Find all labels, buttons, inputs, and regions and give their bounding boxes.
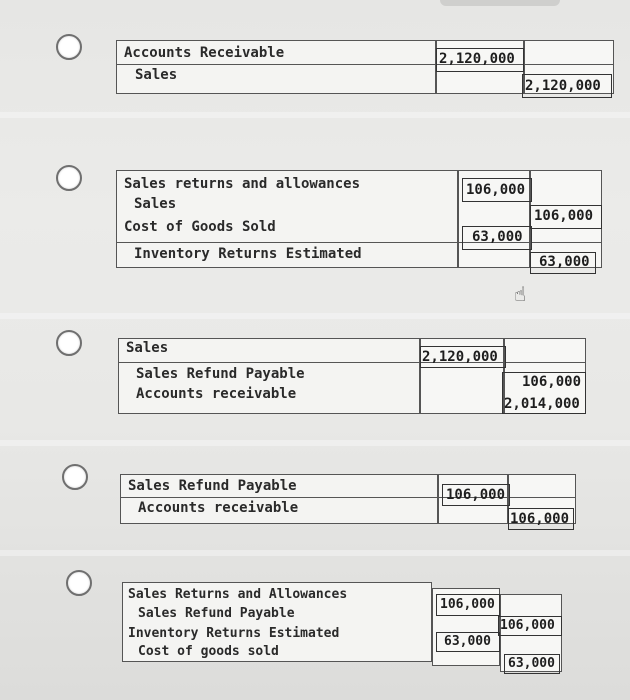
option-4-radio[interactable] [62, 464, 88, 490]
option-3-line-3-credit: 2,014,000 [504, 396, 580, 412]
option-3-line-2-credit: 106,000 [522, 374, 582, 390]
option-2-line-3-account: Cost of Goods Sold [124, 219, 276, 235]
option-2-line-1-debit: 106,000 [466, 182, 526, 198]
option-2-line-3-debit: 63,000 [472, 229, 523, 245]
option-3-line-2-account: Sales Refund Payable [136, 366, 305, 382]
option-5-radio[interactable] [66, 570, 92, 596]
top-edge-mark [440, 0, 560, 6]
option-1-line-2-account: Sales [135, 67, 178, 83]
option-2-line-2-credit: 106,000 [534, 208, 594, 224]
option-1-line-1-debit: 2,120,000 [439, 51, 515, 67]
option-2-line-2-account: Sales [134, 196, 177, 212]
option-1-row-divider [116, 64, 614, 65]
option-4-line-1-account: Sales Refund Payable [128, 478, 297, 494]
option-5-line-1-account: Sales Returns and Allowances [128, 587, 348, 602]
option-2-line-1-account: Sales returns and allowances [124, 176, 361, 192]
option-5-line-2-credit: 106,000 [500, 618, 555, 633]
hand-pointer-icon: ☝ [514, 282, 527, 306]
option-4-line-2-credit: 106,000 [510, 511, 570, 527]
separator-band [0, 550, 630, 556]
option-4-line-1-debit: 106,000 [446, 487, 506, 503]
option-3-line-3-account: Accounts receivable [136, 386, 297, 402]
separator-band [0, 313, 630, 319]
option-5-line-3-account: Inventory Returns Estimated [128, 626, 340, 641]
option-3-line-1-account: Sales [126, 340, 169, 356]
option-3-row-divider [118, 362, 586, 363]
option-1-line-1-account: Accounts Receivable [124, 45, 285, 61]
option-2-radio[interactable] [56, 165, 82, 191]
option-5-line-4-credit: 63,000 [508, 656, 555, 671]
option-5-line-2-account: Sales Refund Payable [138, 606, 295, 621]
option-5-line-4-account: Cost of goods sold [138, 644, 279, 659]
option-5-line-3-debit: 63,000 [444, 634, 491, 649]
option-3-radio[interactable] [56, 330, 82, 356]
option-5-line-1-debit: 106,000 [440, 597, 495, 612]
option-2-line-4-account: Inventory Returns Estimated [134, 246, 362, 262]
separator-band [0, 440, 630, 446]
separator-band [0, 112, 630, 118]
option-2-line-4-credit: 63,000 [539, 254, 590, 270]
option-1-radio[interactable] [56, 34, 82, 60]
option-1-line-2-credit: 2,120,000 [525, 78, 601, 94]
option-3-line-1-debit: 2,120,000 [422, 349, 498, 365]
option-4-line-2-account: Accounts receivable [138, 500, 299, 516]
